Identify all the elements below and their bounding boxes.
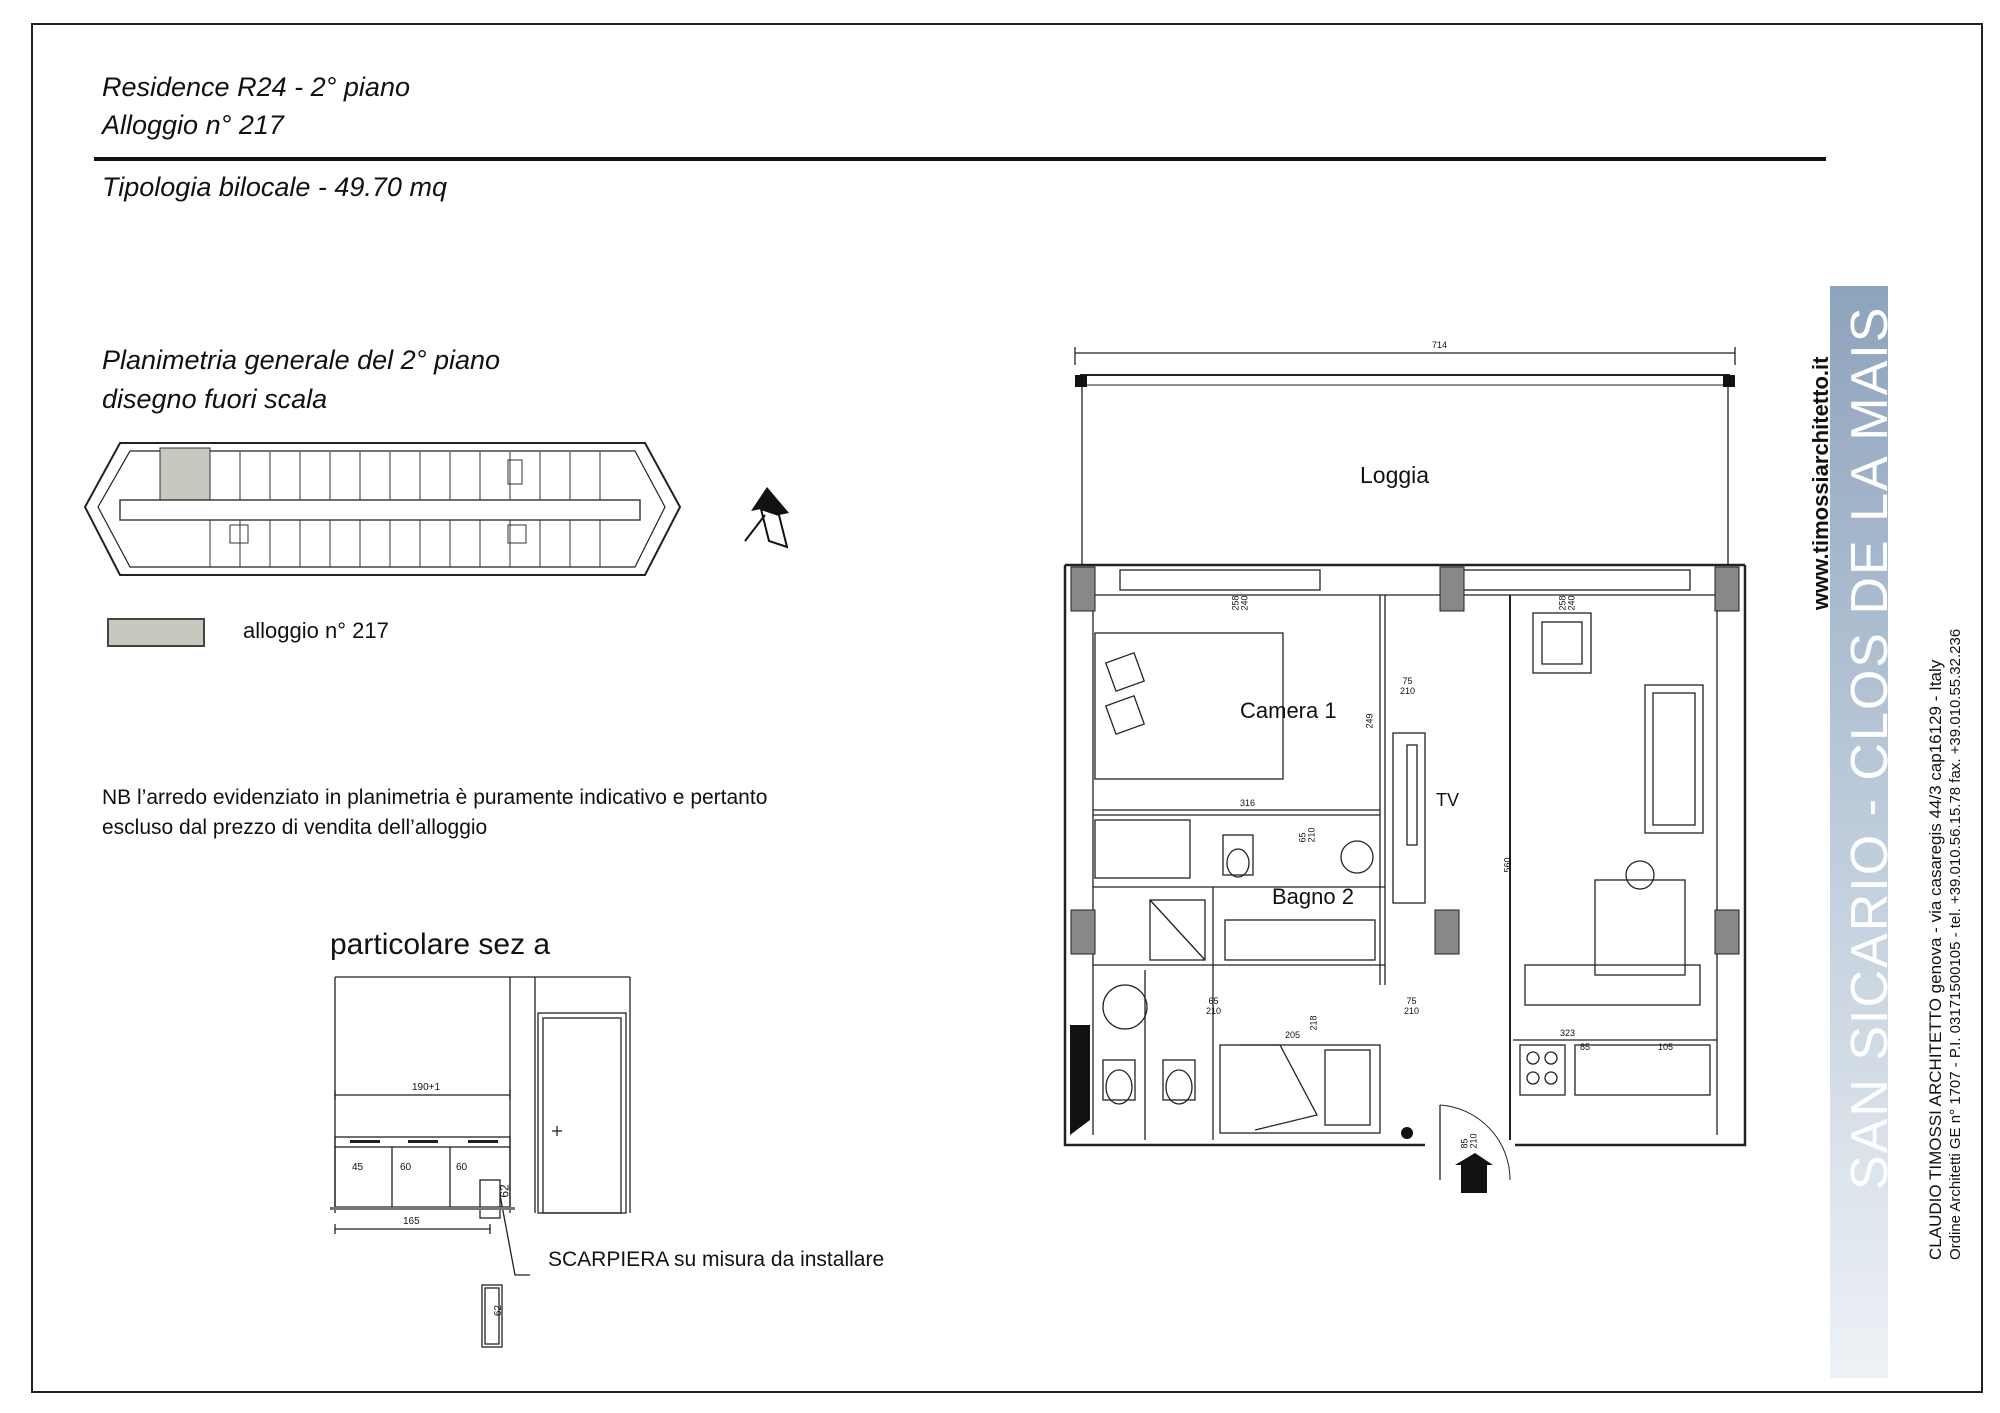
dim-85: 85: [1580, 1042, 1591, 1052]
north-arrow-icon: [735, 485, 795, 555]
tv-label: TV: [1436, 790, 1460, 810]
project-title: SAN SICARIO - CLOS DE LA MAIS: [1841, 305, 1899, 1190]
dim-316: 316: [1240, 798, 1256, 808]
firm-line1: CLAUDIO TIMOSSI ARCHITETTO genova - via casaregis 44/3 cap16129 - Italy: [1926, 659, 1945, 1260]
dim-62b: 62: [493, 1304, 505, 1317]
note-line1: NB l’arredo evidenziato in planimetria è puramente indicativo e pertanto: [102, 786, 768, 809]
dim-60b: 60: [456, 1162, 468, 1173]
room-bagno: Bagno 2: [1272, 884, 1354, 909]
dim-249: 249: [1364, 713, 1375, 729]
dim-218: 218: [1308, 1015, 1319, 1031]
dim-105: 105: [1658, 1042, 1674, 1052]
scarpiera-label: SCARPIERA su misura da installare: [548, 1248, 885, 1271]
section-drawing: [330, 975, 640, 1345]
dim-560: 560: [1502, 857, 1513, 873]
dim-75-210-b: 75 210: [1404, 996, 1420, 1016]
website: www.timossiarchitetto.it: [1808, 356, 1833, 610]
typology: Tipologia bilocale - 49.70 mq: [102, 172, 447, 202]
dim-75-210-a: 75 210: [1400, 676, 1416, 696]
section-title: particolare sez a: [330, 928, 551, 961]
dim-205: 205: [1285, 1030, 1301, 1040]
room-camera: Camera 1: [1240, 698, 1337, 723]
dim-60a: 60: [400, 1162, 412, 1173]
site-plan-subtitle: disegno fuori scala: [102, 384, 328, 414]
room-loggia: Loggia: [1360, 462, 1430, 488]
dim-65-210-b: 65 210: [1206, 996, 1222, 1016]
dim-323: 323: [1560, 1028, 1576, 1038]
legend-label: alloggio n° 217: [243, 618, 389, 643]
site-plan-title: Planimetria generale del 2° piano: [102, 345, 501, 375]
dim-258-240-b: 258 240: [1557, 595, 1577, 611]
dim-62a: 62: [497, 1184, 512, 1198]
dim-258-240-a: 258 240: [1230, 595, 1250, 611]
header-residence: Residence R24 - 2° piano: [102, 72, 410, 102]
header-alloggio: Alloggio n° 217: [102, 110, 284, 140]
firm-line2: Ordine Architetti GE n° 1707 - P.I. 03171500105 - tel. +39.010.56.15.78 fax. +39.010.55.32.236: [1947, 628, 1964, 1260]
note-line2: escluso dal prezzo di vendita dell’alloggio: [102, 816, 488, 839]
dim-total: 714: [1432, 340, 1448, 350]
dim-45: 45: [352, 1162, 364, 1173]
dim-85-210: 85 210: [1459, 1133, 1479, 1149]
dim-65-210-a: 65 210: [1297, 827, 1317, 843]
dim-165: 165: [403, 1216, 420, 1227]
dim-190: 190+1: [412, 1082, 441, 1093]
header-rule: [94, 157, 1826, 161]
legend-swatch: [107, 618, 205, 647]
site-plan-drawing: [80, 440, 680, 580]
